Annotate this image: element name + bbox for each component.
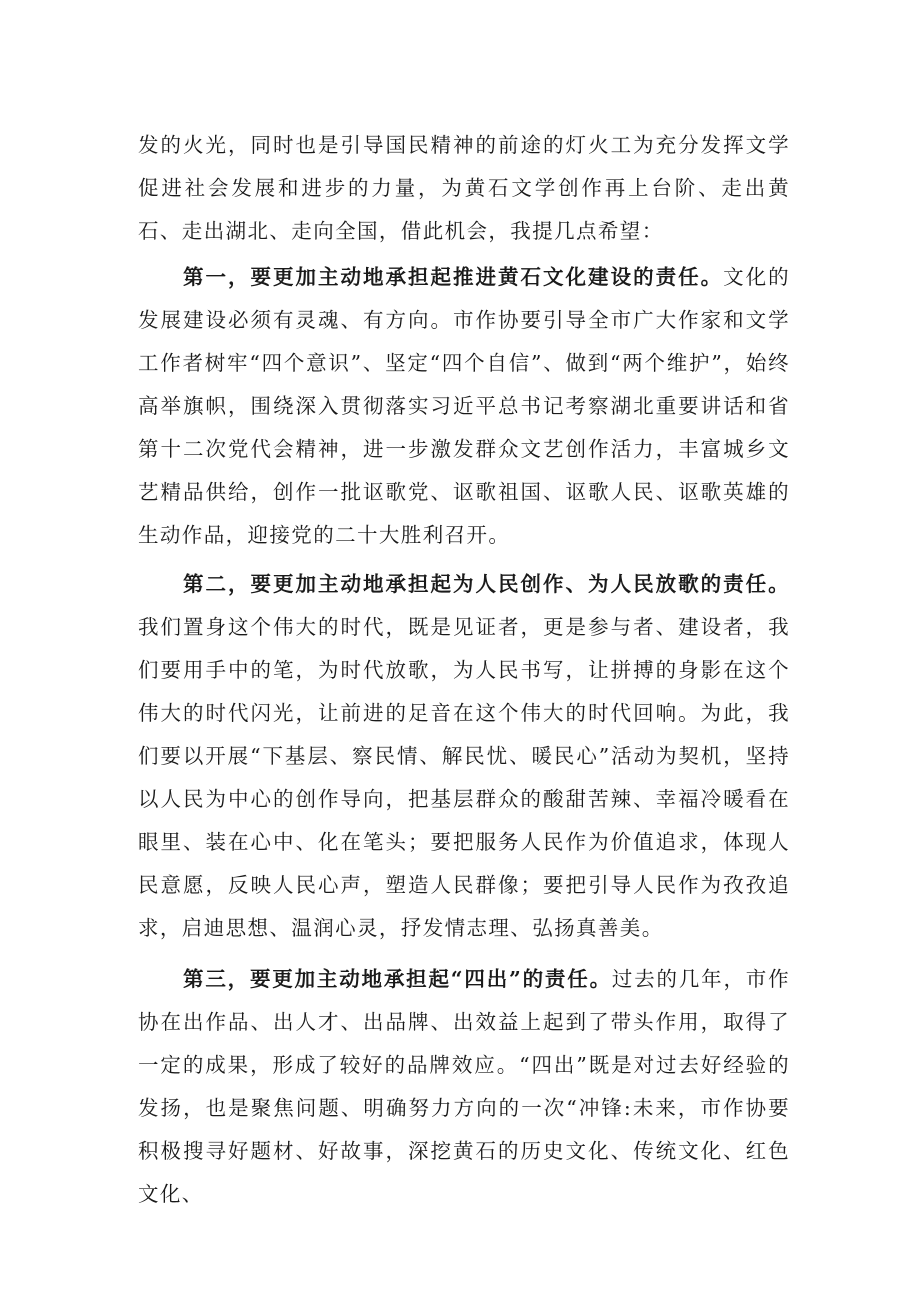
paragraph-continuation bbox=[138, 124, 790, 253]
document-page bbox=[138, 124, 790, 1216]
paragraph-point-three bbox=[138, 958, 790, 1216]
paragraph-heading: 第二，要更加主动地承担起为人民创作、为人民放歌的责任。 bbox=[183, 572, 790, 596]
paragraph-point-two bbox=[138, 563, 790, 950]
paragraph-heading: 第三，要更加主动地承担起“四出”的责任。 bbox=[183, 967, 612, 991]
paragraph-body: 我们置身这个伟大的时代，既是见证者，更是参与者、建设者，我们要用手中的笔，为时代放歌，为人民书写，让拼搏的身影在这个伟大的时代闪光，让前进的足音在这个伟大的时代回响。为此，我们要以开展“下基层、察民情、解民忧、暖民心”活动为契机，坚持以人民为中心的创作导向，把基层群众的酸甜苦辣、幸福冷暖看在眼里、装在心中、化在笔头；要把服务人民作为价值追求，体现人民意愿，反映人民心声，塑造人民群像；要把引导人民作为孜孜追求，启迪思想、温润心灵，抒发情志理、弘扬真善美。 bbox=[138, 615, 790, 940]
paragraph-body: 发的火光，同时也是引导国民精神的前途的灯火工为充分发挥文学促进社会发展和进步的力量，为黄石文学创作再上台阶、走出黄石、走出湖北、走向全国，借此机会，我提几点希望： bbox=[138, 133, 790, 243]
paragraph-point-one bbox=[138, 256, 790, 557]
paragraph-body: 文化的发展建设必须有灵魂、有方向。市作协要引导全市广大作家和文学工作者树牢“四个意识”、坚定“四个自信”、做到“两个维护”，始终高举旗帜，围绕深入贯彻落实习近平总书记考察湖北重要讲话和省第十二次党代会精神，进一步激发群众文艺创作活力，丰富城乡文艺精品供给，创作一批讴歌党、讴歌祖国、讴歌人民、讴歌英雄的生动作品，迎接党的二十大胜利召开。 bbox=[138, 265, 791, 547]
paragraph-body: 过去的几年，市作协在出作品、出人才、出品牌、出效益上起到了带头作用，取得了一定的成果，形成了较好的品牌效应。“四出”既是对过去好经验的发扬，也是聚焦问题、明确努力方向的一次“冲锋:未来，市作协要积极搜寻好题材、好故事，深挖黄石的历史文化、传统文化、红色文化、 bbox=[138, 967, 790, 1206]
paragraph-heading: 第一，要更加主动地承担起推进黄石文化建设的责任。 bbox=[183, 265, 724, 289]
